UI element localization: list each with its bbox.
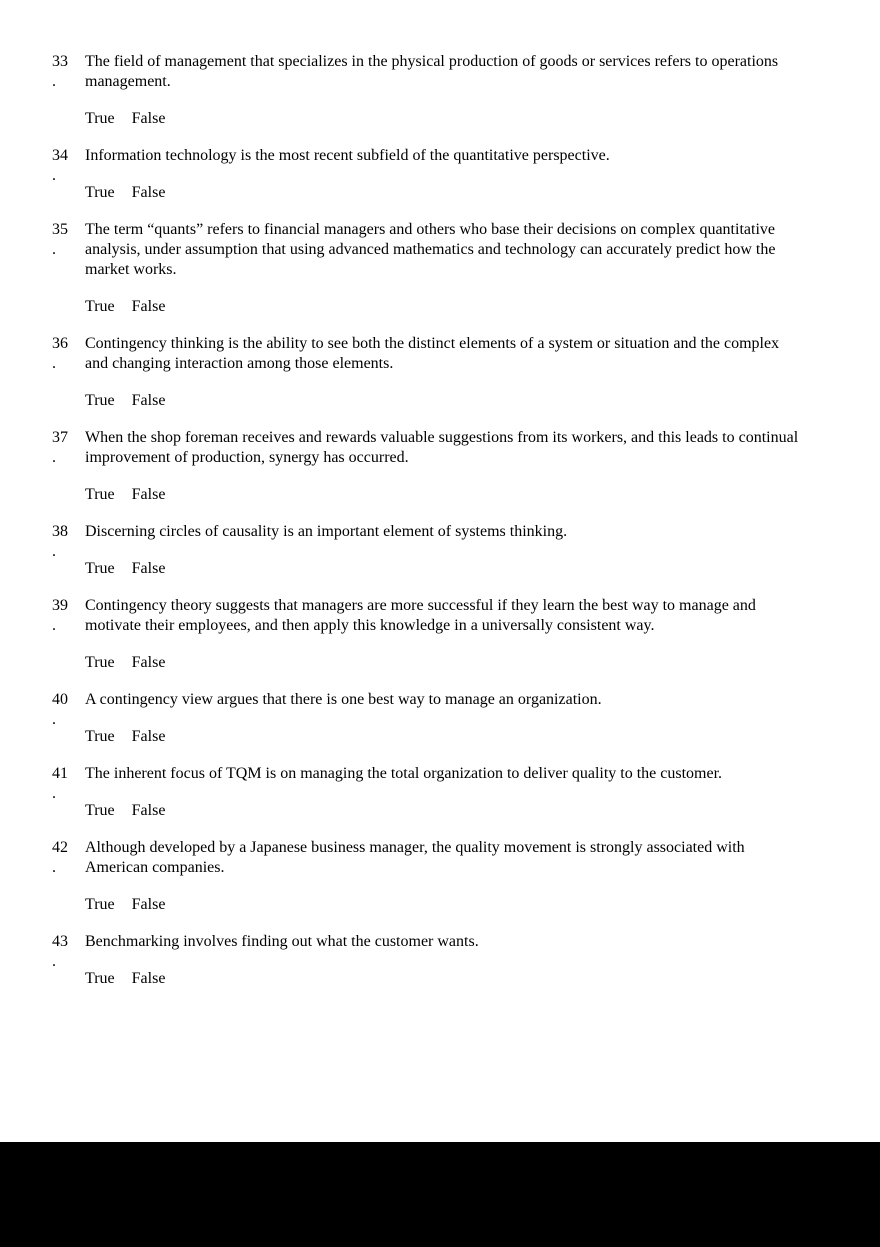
true-option[interactable]: True — [85, 486, 115, 503]
false-option[interactable]: False — [131, 654, 166, 671]
question-number-dot: . — [52, 449, 56, 466]
question-number-dot: . — [52, 167, 56, 184]
question-item-35 — [52, 220, 825, 317]
question-item-43 — [52, 932, 825, 989]
question-number-value: 34 — [52, 147, 68, 164]
true-option[interactable]: True — [85, 184, 115, 201]
options-row — [85, 485, 800, 505]
question-item-34 — [52, 146, 825, 203]
false-option[interactable]: False — [131, 970, 166, 987]
question-text: Contingency thinking is the ability to see both the distinct elements of a system or situation and the complex and changing interaction among those elements. — [85, 335, 780, 372]
question-number-value: 43 — [52, 933, 68, 950]
question-number-dot: . — [52, 617, 56, 634]
question-text: The field of management that specializes in the physical production of goods or services refers to operations management. — [85, 53, 779, 90]
question-number — [52, 52, 85, 92]
question-item-41 — [52, 764, 825, 821]
true-option[interactable]: True — [85, 970, 115, 987]
question-text: Contingency theory suggests that managers are more successful if they learn the best way to manage and motivate their employees, and then apply this knowledge in a universally consistent way. — [85, 597, 756, 634]
question-number-dot: . — [52, 241, 56, 258]
question-text: Discerning circles of causality is an important element of systems thinking. — [85, 523, 568, 540]
question-text: Benchmarking involves finding out what the customer wants. — [85, 933, 479, 950]
question-number-dot: . — [52, 785, 56, 802]
question-number — [52, 146, 85, 186]
question-item-42 — [52, 838, 825, 915]
false-option[interactable]: False — [131, 184, 166, 201]
true-option[interactable]: True — [85, 110, 115, 127]
question-number-value: 37 — [52, 429, 68, 446]
options-row — [85, 559, 800, 579]
question-text: Although developed by a Japanese business manager, the quality movement is strongly associated with American companies. — [85, 839, 745, 876]
false-option[interactable]: False — [131, 802, 166, 819]
question-number — [52, 428, 85, 468]
question-number — [52, 596, 85, 636]
question-number-value: 39 — [52, 597, 68, 614]
bottom-black-bar — [0, 1142, 880, 1247]
options-row — [85, 969, 800, 989]
question-text: The inherent focus of TQM is on managing the total organization to deliver quality to the customer. — [85, 765, 723, 782]
question-number — [52, 522, 85, 562]
false-option[interactable]: False — [131, 896, 166, 913]
question-number-value: 42 — [52, 839, 68, 856]
question-number — [52, 932, 85, 972]
question-text: A contingency view argues that there is one best way to manage an organization. — [85, 691, 602, 708]
options-row — [85, 801, 800, 821]
true-option[interactable]: True — [85, 802, 115, 819]
false-option[interactable]: False — [131, 560, 166, 577]
question-number-value: 41 — [52, 765, 68, 782]
question-number-dot: . — [52, 711, 56, 728]
question-number-dot: . — [52, 859, 56, 876]
true-option[interactable]: True — [85, 392, 115, 409]
question-number-value: 38 — [52, 523, 68, 540]
question-item-36 — [52, 334, 825, 411]
false-option[interactable]: False — [131, 110, 166, 127]
question-text: Information technology is the most recent subfield of the quantitative perspective. — [85, 147, 610, 164]
question-number — [52, 764, 85, 804]
question-item-37 — [52, 428, 825, 505]
question-item-33 — [52, 52, 825, 129]
options-row — [85, 653, 800, 673]
question-item-39 — [52, 596, 825, 673]
question-number-dot: . — [52, 355, 56, 372]
question-item-38 — [52, 522, 825, 579]
false-option[interactable]: False — [131, 392, 166, 409]
options-row — [85, 183, 800, 203]
false-option[interactable]: False — [131, 486, 166, 503]
question-item-40 — [52, 690, 825, 747]
options-row — [85, 297, 800, 317]
question-text: When the shop foreman receives and rewards valuable suggestions from its workers, and this leads to continual improvement of production, synergy has occurred. — [85, 429, 799, 466]
options-row — [85, 727, 800, 747]
true-option[interactable]: True — [85, 298, 115, 315]
true-option[interactable]: True — [85, 654, 115, 671]
question-number-value: 35 — [52, 221, 68, 238]
options-row — [85, 109, 800, 129]
question-number-value: 40 — [52, 691, 68, 708]
question-number — [52, 690, 85, 730]
question-number-dot: . — [52, 543, 56, 560]
true-option[interactable]: True — [85, 728, 115, 745]
question-number — [52, 838, 85, 878]
options-row — [85, 391, 800, 411]
question-text: The term “quants” refers to financial managers and others who base their decisions on complex quantitative analysis, under assumption that using advanced mathematics and technology can accurately predict how the market works. — [85, 221, 776, 278]
question-number-value: 33 — [52, 53, 68, 70]
question-number-dot: . — [52, 953, 56, 970]
true-option[interactable]: True — [85, 560, 115, 577]
false-option[interactable]: False — [131, 728, 166, 745]
options-row — [85, 895, 800, 915]
question-number-value: 36 — [52, 335, 68, 352]
question-number — [52, 334, 85, 374]
question-number-dot: . — [52, 73, 56, 90]
false-option[interactable]: False — [131, 298, 166, 315]
true-option[interactable]: True — [85, 896, 115, 913]
question-number — [52, 220, 85, 260]
